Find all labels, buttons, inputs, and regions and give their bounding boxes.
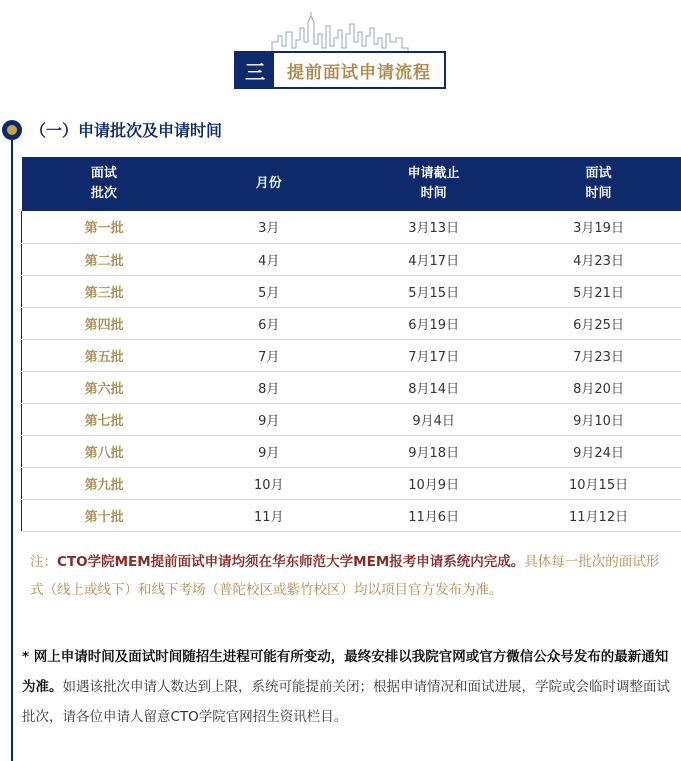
note-paragraph — [30, 548, 665, 604]
table-row: 第九批 10月 10月9日 10月15日 — [22, 467, 681, 499]
notice-bold: * 网上申请时间及面试时间随招生进程可能有所变动，最终安排以我院官网或官方微信公众号发布的最新通知为准。 — [22, 649, 669, 695]
timeline-line — [11, 130, 13, 761]
table-row: 第七批 9月 9月4日 9月10日 — [22, 403, 681, 435]
notice-rest: 如遇该批次申请人数达到上限，系统可能提前关闭；根据申请情况和面试进展，学院或会临时调整面试批次，请各位申请人留意CTO学院官网招生资讯栏目。 — [22, 679, 670, 725]
table-row: 第一批 3月 3月13日 3月19日 — [22, 211, 681, 243]
notice-paragraph — [22, 642, 672, 732]
timeline-bullet-icon — [2, 120, 22, 140]
header-interview: 面试 时间 — [585, 166, 612, 201]
batch-schedule-table — [21, 157, 681, 532]
header-deadline: 申请截止 时间 — [407, 166, 460, 201]
header-month: 月份 — [255, 176, 282, 191]
section-number: 三 — [236, 53, 274, 87]
header-batch: 面试 批次 — [90, 166, 117, 201]
city-skyline-illustration — [270, 12, 410, 54]
table-row: 第三批 5月 5月15日 5月21日 — [22, 275, 681, 307]
note-highlight: CTO学院MEM提前面试申请均须在华东师范大学MEM报考申请系统内完成。 — [57, 554, 525, 570]
table-row: 第四批 6月 6月19日 6月25日 — [22, 307, 681, 339]
section-header — [234, 51, 446, 89]
table-header-row — [22, 157, 681, 211]
note-prefix: 注： — [30, 554, 57, 570]
section-title: 提前面试申请流程 — [287, 62, 431, 83]
table-row: 第八批 9月 9月18日 9月24日 — [22, 435, 681, 467]
subsection-title: （一）申请批次及申请时间 — [30, 121, 223, 140]
note-rest: 具体每一批次的面试形式（线上或线下）和线下考场（普陀校区或紫竹校区）均以项目官方发布为准。 — [30, 554, 660, 598]
table-row: 第二批 4月 4月17日 4月23日 — [22, 243, 681, 275]
table-row: 第五批 7月 7月17日 7月23日 — [22, 339, 681, 371]
table-row: 第六批 8月 8月14日 8月20日 — [22, 371, 681, 403]
table-row: 第十批 11月 11月6日 11月12日 — [22, 499, 681, 531]
